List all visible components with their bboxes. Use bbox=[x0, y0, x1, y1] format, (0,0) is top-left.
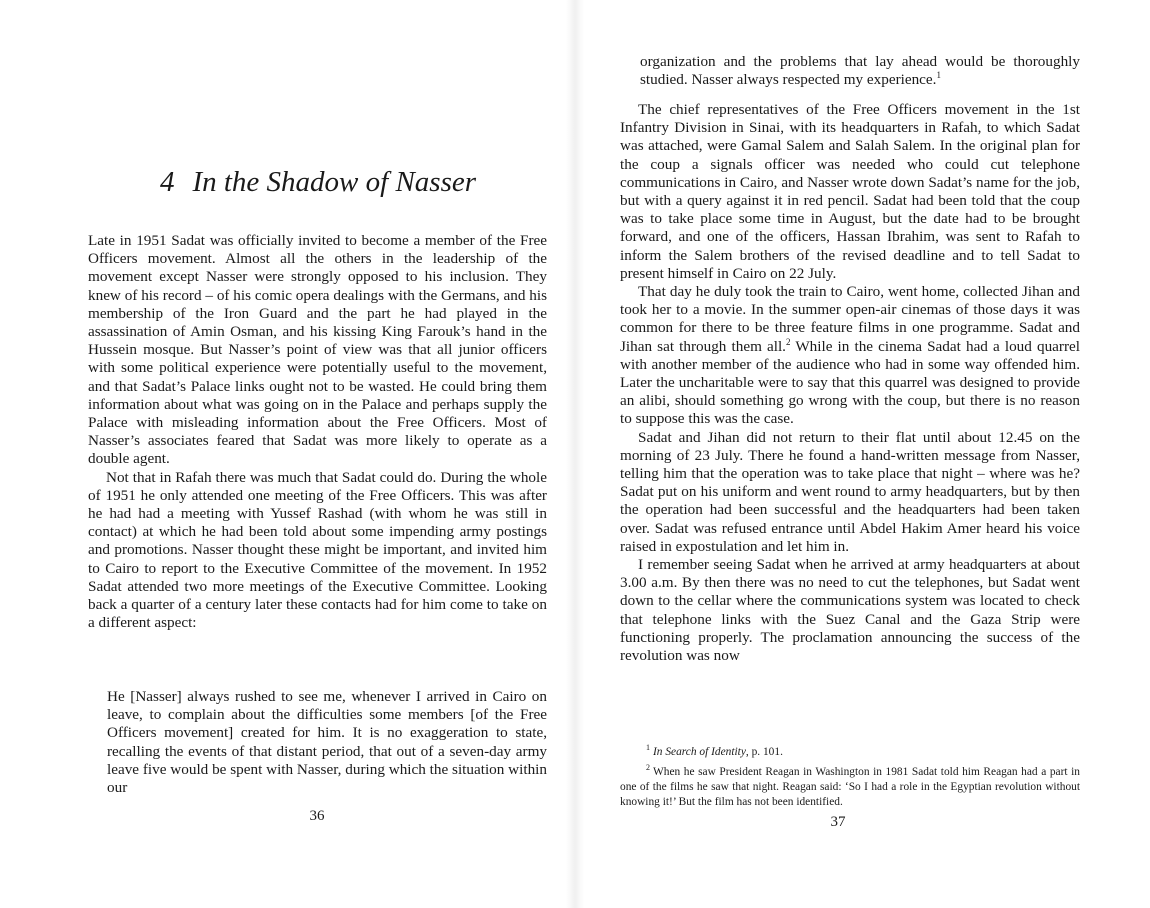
footnote bbox=[620, 760, 1080, 810]
paragraph-text: While in the cinema Sadat had a loud quarrel with another member of the audience who had in some way offended him. Later the uncharitable were to say that this quarrel was designed to provide an alibi, should something go wrong with the coup, but there is no reason to suppose this was the case. bbox=[620, 337, 1080, 428]
footnote-marker: 1 bbox=[646, 743, 650, 752]
footnote-text: When he saw President Reagan in Washington in 1981 Sadat told him Reagan had a part in one of the films he saw that night. Reagan said: ‘So I had a role in the Egyptian revolution without knowing it!’ But the film has not been identified. bbox=[620, 765, 1080, 808]
paragraph-text: That day he duly took the train to Cairo, went home, collected Jihan and took her to a movie. In the summer open-air cinemas of those days it was common for there to be three feature films in one programme. Sadat and Jihan sat through them all. bbox=[620, 283, 1080, 355]
chapter-heading bbox=[88, 162, 548, 202]
block-quote: He [Nasser] always rushed to see me, whenever I arrived in Cairo on leave, to complain about the difficulties some members [of the Free Officers movement] created for him. It is no exaggeration to state, recalling the events of that distant period, that out of a seven-day army leave five would be spent with Nasser, during which the situation within our bbox=[107, 688, 547, 797]
paragraph: Not that in Rafah there was much that Sadat could do. During the whole of 1951 he only attended one meeting of the Free Officers. This was after he had had a meeting with Yussef Rashad (with whom he was still in contact) at which he had been told about some impending army postings and promotions. Nasser thought these might be important, and invited him to Cairo to report to the Executive Committee of the movement. In 1952 Sadat attended two more meetings of the Executive Committee. Looking back a quarter of a century later these contacts had for him come to take on a different aspect: bbox=[88, 468, 547, 632]
footnote-text: , p. 101. bbox=[745, 745, 783, 758]
footnotes bbox=[620, 740, 1080, 810]
left-body-text bbox=[88, 232, 547, 632]
footnote-reference: 2 bbox=[785, 336, 791, 347]
block-quote-text bbox=[640, 53, 1080, 89]
footnote-book-title: In Search of Identity bbox=[653, 745, 746, 758]
block-quote-continued-text: organization and the problems that lay ahead would be thoroughly studied. Nasser always respected my experience. bbox=[640, 53, 1080, 89]
paragraph: I remember seeing Sadat when he arrived at army headquarters at about 3.00 a.m. By then there was no need to cut the telephones, but Sadat went down to the cellar where the communications system was located to check that telephone links with the Suez Canal and the Gaza Strip were functioning properly. The proclamation announcing the success of the revolution was now bbox=[620, 556, 1080, 665]
paragraph bbox=[620, 283, 1080, 429]
page-number: 36 bbox=[309, 808, 325, 824]
footnote bbox=[620, 740, 1080, 760]
page-number: 37 bbox=[830, 814, 846, 830]
chapter-title: In the Shadow of Nasser bbox=[192, 166, 477, 198]
footnote-reference: 1 bbox=[936, 70, 941, 81]
paragraph: Sadat and Jihan did not return to their flat until about 12.45 on the morning of 23 July. There he found a hand-written message from Nasser, telling him that the operation was to take place that night – where was he? Sadat put on his uniform and went round to army headquarters, but by then the operation had been successful and the headquarters had been taken over. Sadat was refused entrance until Abdel Hakim Amer heard his voice raised in expostulation and let him in. bbox=[620, 428, 1080, 555]
block-quote-continued bbox=[640, 53, 1080, 89]
right-body-text bbox=[620, 101, 1080, 665]
chapter-number: 4 bbox=[159, 166, 175, 198]
footnote-marker: 2 bbox=[646, 762, 650, 772]
paragraph: The chief representatives of the Free Officers movement in the 1st Infantry Division in Sinai, with its headquarters in Rafah, to which Sadat was attached, were Gamal Salem and Salah Salem. In the original plan for the coup a signals officer was needed who could cut telephone communications in Cairo, and Nasser wrote down Sadat’s name for the job, but with a query against it in red pencil. Sadat had been told that the coup was to take place some time in August, but the date had to be brought forward, and one of the officers, Hassan Ibrahim, was sent to Rafah to inform the Salem brothers of the revised deadline and to tell Sadat to present himself in Cairo on 22 July. bbox=[620, 101, 1080, 282]
paragraph: Late in 1951 Sadat was officially invited to become a member of the Free Officers movement. Almost all the others in the leadership of the movement except Nasser were strongly opposed to his inclusion. They knew of his record – of his comic opera dealings with the Germans, and his membership of the Iron Guard and the part he had played in the assassination of Amin Osman, and his kissing King Farouk’s hand in the Hussein mosque. But Nasser’s point of view was that all junior officers with some political experience were potentially useful to the movement, and that Sadat’s Palace links ought not to be wasted. He could bring them information about what was going on in the Palace and perhaps supply the Palace with misleading information about the Free Officers. Most of Nasser’s associates feared that Sadat was more likely to operate as a double agent. bbox=[88, 232, 547, 468]
